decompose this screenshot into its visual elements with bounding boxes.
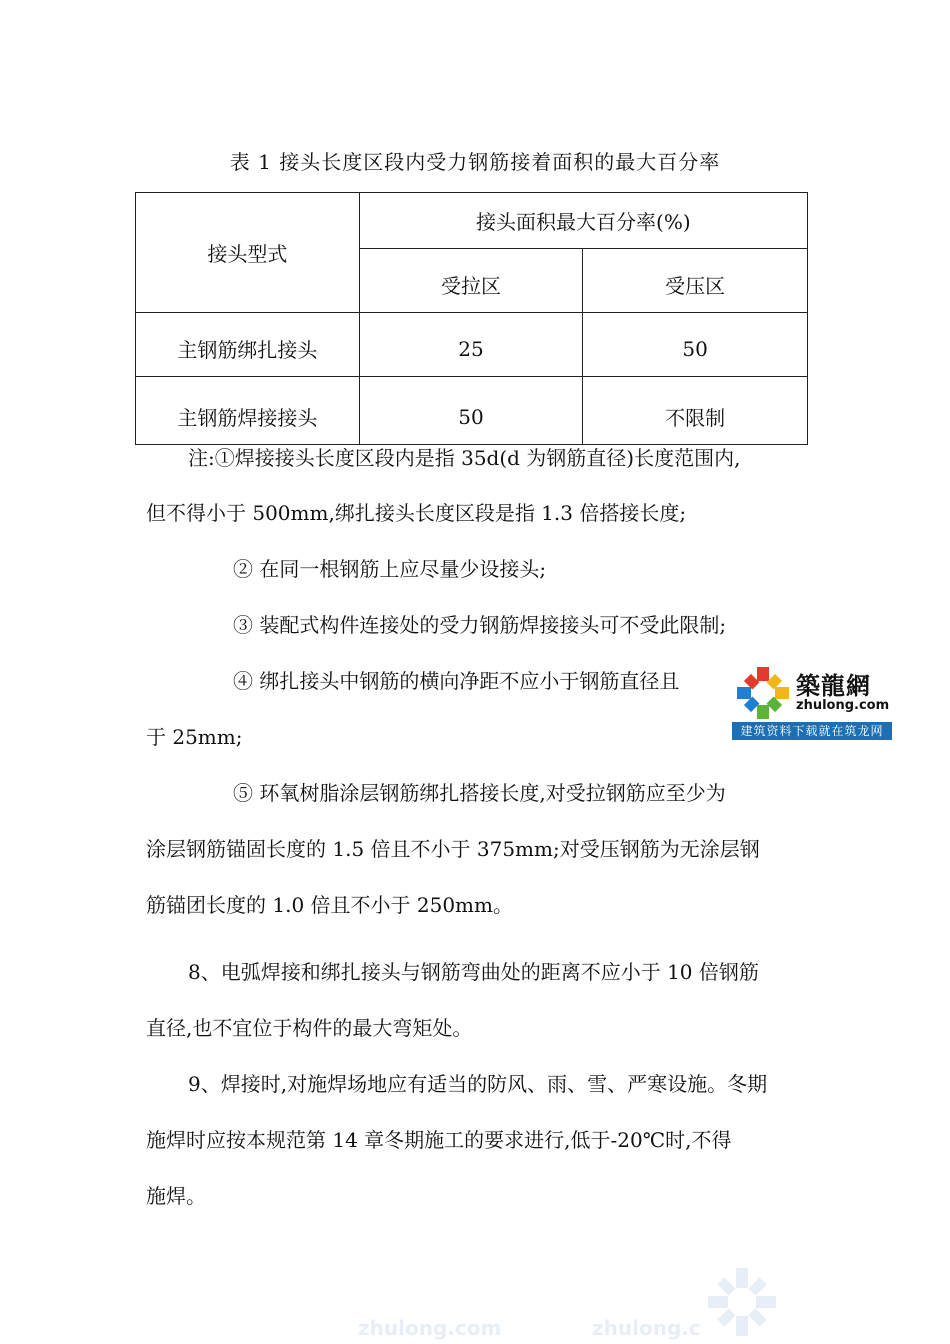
header-tension-zone: 受拉区 (359, 249, 583, 313)
header-max-percentage: 接头面积最大百分率(%) (359, 193, 807, 249)
paragraph-8-line-1: 8、电弧焊接和绑扎接头与钢筋弯曲处的距离不应小于 10 倍钢筋 (188, 960, 759, 984)
splice-percentage-table (135, 192, 808, 445)
zhulong-logo-icon (732, 664, 794, 722)
cell-compression: 不限制 (583, 377, 808, 445)
zhulong-watermark (732, 662, 892, 740)
note-2: ② 在同一根钢筋上应尽量少设接头; (233, 557, 547, 581)
header-joint-type: 接头型式 (136, 193, 360, 313)
table-row (136, 313, 808, 377)
note-5-line-3: 筋锚团长度的 1.0 倍且不小于 250mm。 (146, 893, 513, 917)
cell-compression: 50 (583, 313, 808, 377)
zhulong-brand: 築龍網 (796, 671, 871, 700)
note-1-line-1: 注:①焊接接头长度区段内是指 35d(d 为钢筋直径)长度范围内, (188, 446, 741, 470)
zhulong-slogan: 建筑资料下载就在筑龙网 (732, 722, 892, 740)
note-3: ③ 装配式构件连接处的受力钢筋焊接接头可不受此限制; (233, 613, 727, 637)
cell-joint-type: 主钢筋绑扎接头 (136, 313, 360, 377)
note-5-line-2: 涂层钢筋锚固长度的 1.5 倍且不小于 375mm;对受压钢筋为无涂层钢 (146, 837, 760, 861)
cell-tension: 50 (359, 377, 583, 445)
note-1-line-2: 但不得小于 500mm,绑扎接头长度区段是指 1.3 倍搭接长度; (146, 501, 687, 525)
paragraph-9-line-1: 9、焊接时,对施焊场地应有适当的防风、雨、雪、严寒设施。冬期 (188, 1072, 768, 1096)
paragraph-9-line-3: 施焊。 (146, 1184, 206, 1208)
table-row (136, 377, 808, 445)
table-header-row (136, 193, 808, 249)
table-caption: 表 1 接头长度区段内受力钢筋接着面积的最大百分率 (229, 150, 721, 174)
paragraph-9-line-2: 施焊时应按本规范第 14 章冬期施工的要求进行,低于-20℃时,不得 (146, 1128, 732, 1152)
zhulong-domain: zhulong.com (796, 698, 890, 713)
faint-watermark-2: zhulong.c (592, 1316, 701, 1340)
faint-watermark-1: zhulong.com (358, 1316, 502, 1340)
header-compression-zone: 受压区 (583, 249, 808, 313)
faint-snowflake-icon (702, 1262, 782, 1342)
note-4-line-1: ④ 绑扎接头中钢筋的横向净距不应小于钢筋直径且 (233, 669, 680, 693)
note-5-line-1: ⑤ 环氧树脂涂层钢筋绑扎搭接长度,对受拉钢筋应至少为 (233, 781, 726, 805)
cell-joint-type: 主钢筋焊接接头 (136, 377, 360, 445)
paragraph-8-line-2: 直径,也不宜位于构件的最大弯矩处。 (146, 1016, 473, 1040)
cell-tension: 25 (359, 313, 583, 377)
note-4-line-2: 于 25mm; (146, 725, 243, 749)
